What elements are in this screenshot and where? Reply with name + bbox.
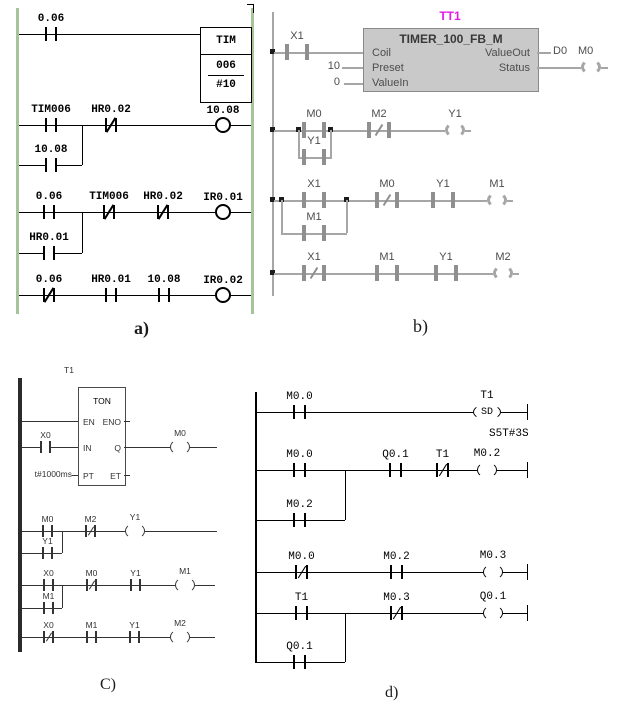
output-coil — [479, 550, 507, 580]
contact-nc — [435, 449, 450, 477]
contact-no — [294, 592, 309, 620]
coil-label: M2 — [495, 251, 511, 263]
contact-label: TIM006 — [89, 191, 129, 203]
fb-instance-label: T1 — [64, 365, 74, 375]
contact-no — [382, 449, 409, 477]
contact-label: X1 — [290, 30, 304, 42]
fb-pin-valuein: ValueIn — [372, 77, 409, 89]
contact-label: X0 — [43, 567, 54, 578]
section-caption: b) — [413, 316, 428, 336]
fb-pin-eno: ENO — [102, 417, 121, 427]
contact-label: 10.08 — [147, 274, 181, 286]
status-coil-label: M0 — [578, 45, 594, 57]
coil-label: M1 — [489, 178, 505, 190]
right-rail-tick — [527, 462, 528, 478]
contact-label: 10.08 — [34, 144, 68, 156]
contact-no — [286, 641, 313, 669]
contact-label: M1 — [306, 211, 322, 223]
fb-pin-en: EN — [83, 417, 95, 427]
fb-pin-in: IN — [83, 443, 92, 453]
fb-pin-valueout: ValueOut — [484, 47, 530, 59]
contact-label: M2 — [84, 513, 97, 524]
contact-nc — [383, 592, 410, 620]
contact-label: X0 — [43, 619, 54, 630]
contact-label: X1 — [307, 178, 321, 190]
fb-pin-q: Q — [114, 443, 121, 453]
preset-operand: 10 — [327, 60, 340, 72]
wire — [503, 572, 527, 573]
fb-instance-label: TT1 — [439, 9, 461, 23]
right-rail-tick — [527, 564, 528, 580]
contact-label: Y1 — [436, 178, 450, 190]
contact-label: M0.0 — [288, 551, 315, 563]
fb-title: TIMER_100_FB_M — [399, 32, 503, 46]
contact-label: TIM006 — [31, 104, 71, 116]
wire — [501, 412, 527, 413]
contact-label: HR0.01 — [29, 232, 69, 244]
contact-label: 0.06 — [35, 191, 63, 203]
contact-label: Y1 — [129, 619, 140, 630]
timer-mnemonic: TIM — [201, 28, 251, 55]
contact-label: 0.06 — [37, 13, 65, 25]
contact-label: M1 — [42, 590, 55, 601]
contact-label: Q0.1 — [382, 449, 409, 461]
rung-wire — [257, 412, 473, 413]
coil-label: T1 — [480, 390, 494, 402]
coil-label: Y1 — [448, 108, 462, 120]
output-coil — [479, 591, 507, 621]
contact-no — [286, 499, 313, 527]
timer-number: 006 — [216, 60, 236, 72]
contact-label: M0 — [41, 513, 54, 524]
left-power-rail — [255, 392, 257, 663]
rung-wire — [257, 572, 483, 573]
output-coil — [473, 448, 501, 478]
contact-label: M1 — [379, 251, 395, 263]
contact-label: M0.2 — [286, 499, 313, 511]
contact-label: 0.06 — [35, 274, 63, 286]
contact-label: Q0.1 — [286, 641, 313, 653]
fb-pin-et: ET — [110, 471, 121, 481]
contact-label: HR0.02 — [91, 104, 131, 116]
wire — [503, 613, 527, 614]
contact-no — [383, 551, 410, 579]
coil-label: M0.2 — [473, 448, 501, 460]
contact-label: T1 — [294, 592, 309, 604]
fb-pin-pt: PT — [83, 471, 94, 481]
contact-label: Y1 — [42, 535, 53, 546]
coil-type: SD — [480, 406, 493, 418]
section-caption: a) — [134, 318, 149, 338]
contact-label: M0.2 — [383, 551, 410, 563]
coil-label: Q0.1 — [479, 591, 507, 603]
contact-no — [286, 449, 313, 477]
contact-label: M0 — [379, 178, 395, 190]
contact-label: M2 — [371, 108, 387, 120]
contact-label: M0 — [85, 567, 98, 578]
contact-no — [286, 391, 313, 419]
coil-label: M0 — [174, 427, 186, 438]
right-rail-tick — [527, 404, 528, 420]
branch-wire — [345, 470, 346, 520]
timer-preset: #10 — [216, 79, 236, 91]
coil-label: IR0.02 — [203, 275, 243, 287]
coil-label: M1 — [179, 565, 191, 576]
wire — [497, 470, 527, 471]
fb-pin-preset: Preset — [372, 62, 404, 74]
fb-title: TON — [93, 396, 111, 406]
contact-label: Y1 — [130, 567, 141, 578]
rung-wire — [257, 613, 483, 614]
contact-label: HR0.02 — [143, 191, 183, 203]
contact-label: HR0.01 — [91, 274, 131, 286]
timer-preset-operand: S5T#3S — [489, 428, 529, 440]
coil-label: 10.08 — [206, 105, 240, 117]
right-rail-tick — [527, 605, 528, 621]
contact-label: M1 — [85, 619, 98, 630]
contact-label: M0.0 — [286, 391, 313, 403]
coil-label: IR0.01 — [203, 192, 243, 204]
contact-label: M0 — [306, 108, 322, 120]
pt-operand: t#1000ms — [34, 469, 72, 479]
contact-label: Y1 — [307, 135, 321, 147]
contact-label: X0 — [40, 429, 51, 440]
contact-label: Y1 — [439, 251, 453, 263]
fb-pin-coil: Coil — [372, 47, 391, 59]
contact-label: M0.0 — [286, 449, 313, 461]
valuein-operand: 0 — [333, 76, 340, 88]
sd-timer-coil — [473, 390, 501, 420]
contact-nc — [288, 551, 315, 579]
coil-label: Y1 — [129, 511, 141, 522]
section-caption: d) — [385, 684, 399, 701]
contact-label: X1 — [307, 251, 321, 263]
contact-label: M0.3 — [383, 592, 410, 604]
coil-label: M2 — [174, 617, 186, 628]
fb-pin-status: Status — [498, 62, 530, 74]
coil-label: M0.3 — [479, 550, 507, 562]
valueout-operand: D0 — [553, 45, 568, 57]
contact-label: T1 — [435, 449, 450, 461]
branch-wire — [345, 613, 346, 662]
section-caption: C) — [100, 676, 116, 693]
